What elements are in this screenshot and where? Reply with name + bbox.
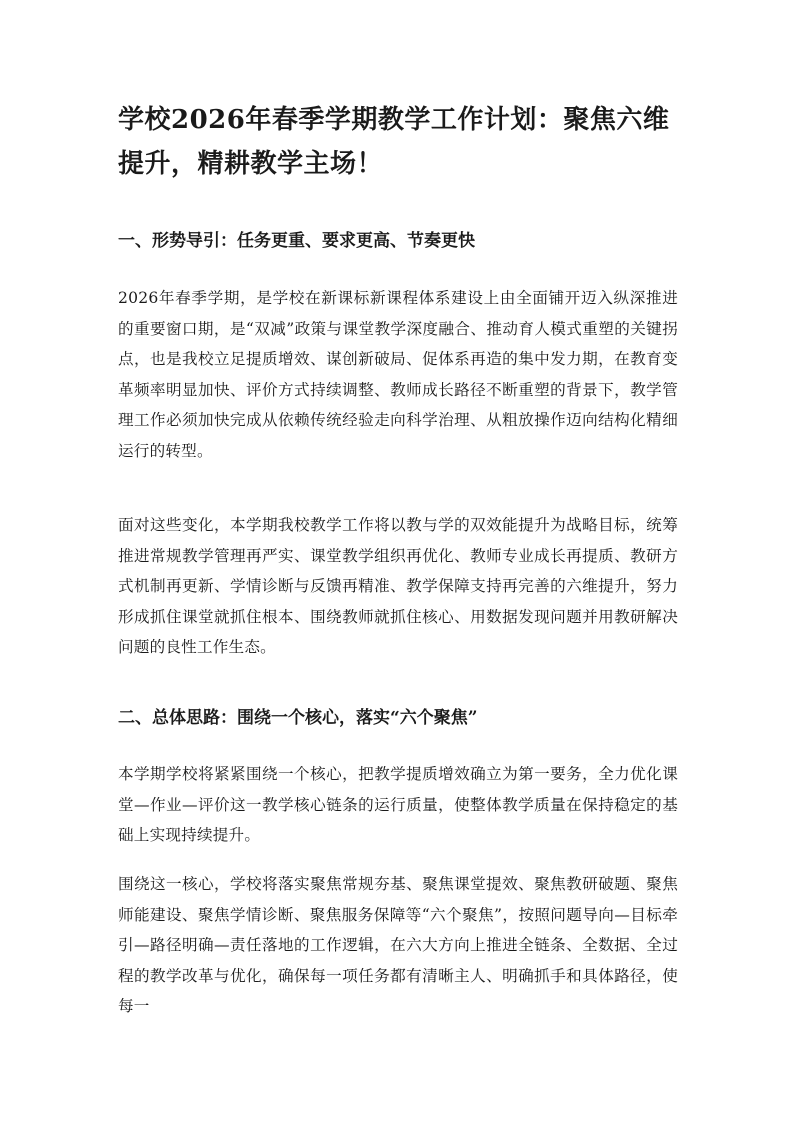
section-1-paragraph-1: 2026年春季学期，是学校在新课标新课程体系建设上由全面铺开迈入纵深推进的重要窗口期，是“双减”政策与课堂教学深度融合、推动育人模式重塑的关键拐点，也是我校立足提质增效、谋创新破局、促体系再造的集中发力期，在教育变革频率明显加快、评价方式持续调整、教师成长路径不断重塑的背景下，教学管理工作必须加快完成从依赖传统经验走向科学治理、从粗放操作迈向结构化精细运行的转型。 <box>118 289 678 460</box>
document-title: 学校2026年春季学期教学工作计划：聚焦六维提升，精耕教学主场！ <box>118 105 670 179</box>
section-2-paragraph-1: 本学期学校将紧紧围绕一个核心，把教学提质增效确立为第一要务，全力优化课堂—作业—评价这一教学核心链条的运行质量，使整体教学质量在保持稳定的基础上实现持续提升。 <box>118 765 678 845</box>
section-heading-1: 一、形势导引：任务更重、要求更高、节奏更快 <box>118 231 475 251</box>
section-2-paragraph-2: 围绕这一核心，学校将落实聚焦常规夯基、聚焦课堂提效、聚焦教研破题、聚焦师能建设、聚焦学情诊断、聚焦服务保障等“六个聚焦”，按照问题导向—目标牵引—路径明确—责任落地的工作逻辑，在六大方向上推进全链条、全数据、全过程的教学改革与优化，确保每一项任务都有清晰主人、明确抓手和具体路径，使每一 <box>118 875 678 1016</box>
section-1-paragraph-2: 面对这些变化，本学期我校教学工作将以教与学的双效能提升为战略目标，统筹推进常规教学管理再严实、课堂教学组织再优化、教师专业成长再提质、教研方式机制再更新、学情诊断与反馈再精准、教学保障支持再完善的六维提升，努力形成抓住课堂就抓住根本、围绕教师就抓住核心、用数据发现问题并用教研解决问题的良性工作生态。 <box>118 516 678 657</box>
section-heading-2: 二、总体思路：围绕一个核心，落实“六个聚焦” <box>118 708 478 728</box>
